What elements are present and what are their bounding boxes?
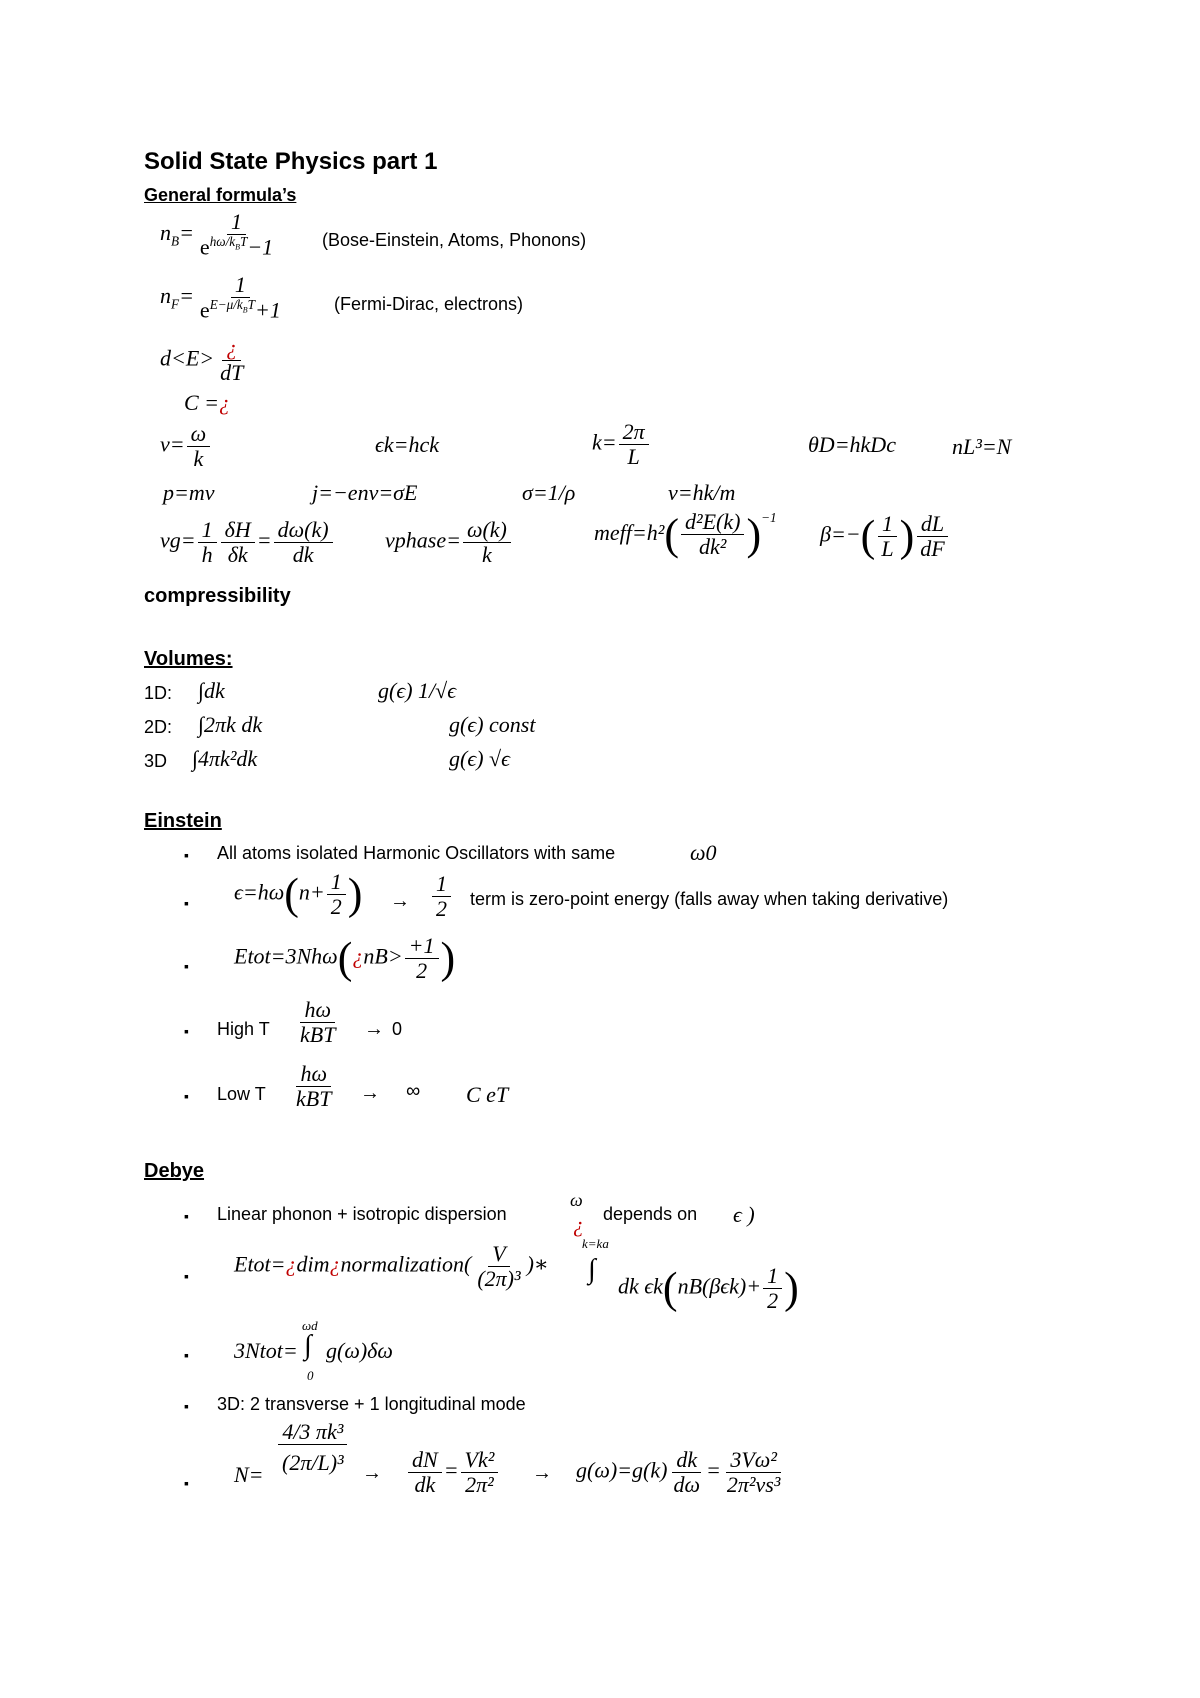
bullet-icon: ▪ <box>184 895 189 911</box>
einstein-bullet-1-math: ω0 <box>690 840 717 865</box>
high-T-result: 0 <box>392 1019 403 1039</box>
volumes-heading: Volumes: <box>144 648 233 670</box>
bullet-icon: ▪ <box>184 1268 189 1284</box>
half-fraction: $\frac{1}{2}$ <box>430 872 453 921</box>
momentum: p=mv <box>163 480 215 505</box>
debye-dNdk: $\frac{dN}{dk}$ = $\frac{\text{Vk²}}{\text{2π²}}$ <box>406 1448 500 1497</box>
low-T-label: Low T <box>217 1084 266 1104</box>
bullet-icon: ▪ <box>184 847 189 863</box>
epsilon-k: ϵk=hck <box>375 432 440 457</box>
k-quantization: k= $\frac{2\pi}{L}$ <box>592 420 651 469</box>
debye-heading: Debye <box>144 1160 205 1182</box>
debye-total-energy: Etot=¿dim¿normalization( $\frac{V}{\text{(2π)³}}$ )∗ <box>234 1241 549 1292</box>
volumes-row-2d-dos: g(ϵ) const <box>449 712 536 737</box>
page-title: Solid State Physics part 1 <box>144 148 438 175</box>
einstein-bullet-1-text: All atoms isolated Harmonic Oscillators with same <box>217 843 616 863</box>
high-T-label: High T <box>217 1019 270 1039</box>
low-T-ratio: $\frac{h\omega}{\text{kBT}}$ <box>296 1061 332 1112</box>
debye-integral-upper: k=ka <box>582 1236 609 1251</box>
conductivity: σ=1/ρ <box>522 480 576 505</box>
debye-temperature: θD=hkDc <box>808 432 896 457</box>
bullet-icon: ▪ <box>184 1347 189 1363</box>
C-equation: C =¿ <box>184 390 231 415</box>
volumes-row-1d-integral: ∫dk <box>198 678 225 703</box>
bose-note: (Bose-Einstein, Atoms, Phonons) <box>322 230 587 250</box>
debye-dos-result: g(ω)=g(k) $\frac{dk}{d\omega}$ = $\frac{\text{3Vω²}}{\text{2π²vs³}}$ <box>576 1447 781 1498</box>
debye-bullet-1-eps: ϵ ) <box>733 1202 755 1227</box>
current-density: j=−env=σE <box>312 480 418 505</box>
einstein-heading: Einstein <box>144 810 222 832</box>
density-relation: nL³=N <box>952 434 1012 459</box>
debye-mode-lower: 0 <box>307 1368 314 1383</box>
compressibility-label: compressibility <box>144 585 291 607</box>
debye-N-fraction: $\frac{\text{4/3 πk³}}{\text{(2π/L)³}}$ <box>276 1420 350 1475</box>
debye-bullet-1-text: Linear phonon + isotropic dispersion <box>217 1204 507 1224</box>
bullet-icon: ▪ <box>184 958 189 974</box>
debye-N-lhs: N= <box>234 1462 264 1487</box>
high-T-ratio: $\frac{h\omega}{\text{kBT}}$ <box>300 997 336 1048</box>
low-T-result: ∞ <box>406 1080 421 1102</box>
heat-capacity-derivative: d<E> $\frac{¿}{dT}$ <box>160 335 244 386</box>
arrow-icon: → <box>360 1082 380 1104</box>
debye-red-mark: ¿ <box>573 1212 584 1237</box>
compressibility-beta: β=−( $\frac{1}{L}$ ) $\frac{dL}{dF}$ <box>820 512 951 561</box>
volumes-row-3d-integral: ∫4πk²dk <box>192 746 258 771</box>
debye-mode-integral: ∫ <box>304 1330 312 1361</box>
phase-velocity-simple: v= $\frac{\omega}{k}$ <box>160 422 212 471</box>
fermi-dirac-formula: $n_F=$ $\frac{1}{e^{E-\mu/k_BT}+1}$ <box>160 272 281 323</box>
debye-integral-sign: ∫ <box>588 1254 596 1285</box>
arrow-icon: → <box>362 1462 382 1484</box>
group-velocity: vg= $\frac{1}{h}$ $\frac{\delta H}{\delta k}$ = $\frac{d\omega(k)}{dk}$ <box>160 518 335 567</box>
debye-mode-body: g(ω)δω <box>326 1338 393 1363</box>
debye-mode-count: 3Ntot= <box>234 1338 298 1363</box>
phase-velocity: vphase= $\frac{\omega(k)}{k}$ <box>385 518 513 567</box>
fermi-note: (Fermi-Dirac, electrons) <box>334 294 524 314</box>
volumes-row-2d-label: 2D: <box>144 717 173 737</box>
general-heading: General formula’s <box>144 185 297 205</box>
bullet-icon: ▪ <box>184 1023 189 1039</box>
velocity-hk: v=hk/m <box>668 480 736 505</box>
effective-mass: meff=h²( $\frac{\text{d²E(k)}}{\text{dk²}}$ )$^{-1}$ <box>594 509 777 560</box>
bullet-icon: ▪ <box>184 1208 189 1224</box>
debye-bullet-1-text2: depends on <box>603 1204 698 1224</box>
bose-einstein-formula: $n_B=$ $\frac{1}{e^{h\omega/k_BT}-1}$ <box>160 209 274 260</box>
volumes-row-2d-integral: ∫2πk dk <box>198 712 263 737</box>
debye-integrand: dk ϵk(nB(βϵk)+ $\frac{1}{2}$ ) <box>618 1263 799 1314</box>
arrow-icon: → <box>390 890 410 912</box>
volumes-row-1d-dos: g(ϵ) 1/√ϵ <box>378 678 457 703</box>
debye-mode-upper: ωd <box>302 1318 318 1333</box>
low-T-extra: C eT <box>466 1082 509 1107</box>
bullet-icon: ▪ <box>184 1398 189 1414</box>
bullet-icon: ▪ <box>184 1088 189 1104</box>
arrow-icon: → <box>532 1462 552 1484</box>
einstein-energy-formula: ϵ=hω(n+ $\frac{1}{2}$ ) <box>234 869 363 920</box>
einstein-bullet-2-text: term is zero-point energy (falls away when taking derivative) <box>470 889 949 909</box>
bullet-icon: ▪ <box>184 1475 189 1491</box>
volumes-row-1d-label: 1D: <box>144 683 173 703</box>
einstein-total-energy: Etot=3Nhω(¿nB> $\frac{+1}{2}$ ) <box>234 933 456 984</box>
debye-omega: ω <box>570 1190 583 1210</box>
arrow-icon: → <box>364 1018 384 1040</box>
debye-bullet-4-text: 3D: 2 transverse + 1 longitudinal mode <box>217 1394 526 1414</box>
volumes-row-3d-dos: g(ϵ) √ϵ <box>449 746 510 771</box>
volumes-row-3d-label: 3D <box>144 751 168 771</box>
